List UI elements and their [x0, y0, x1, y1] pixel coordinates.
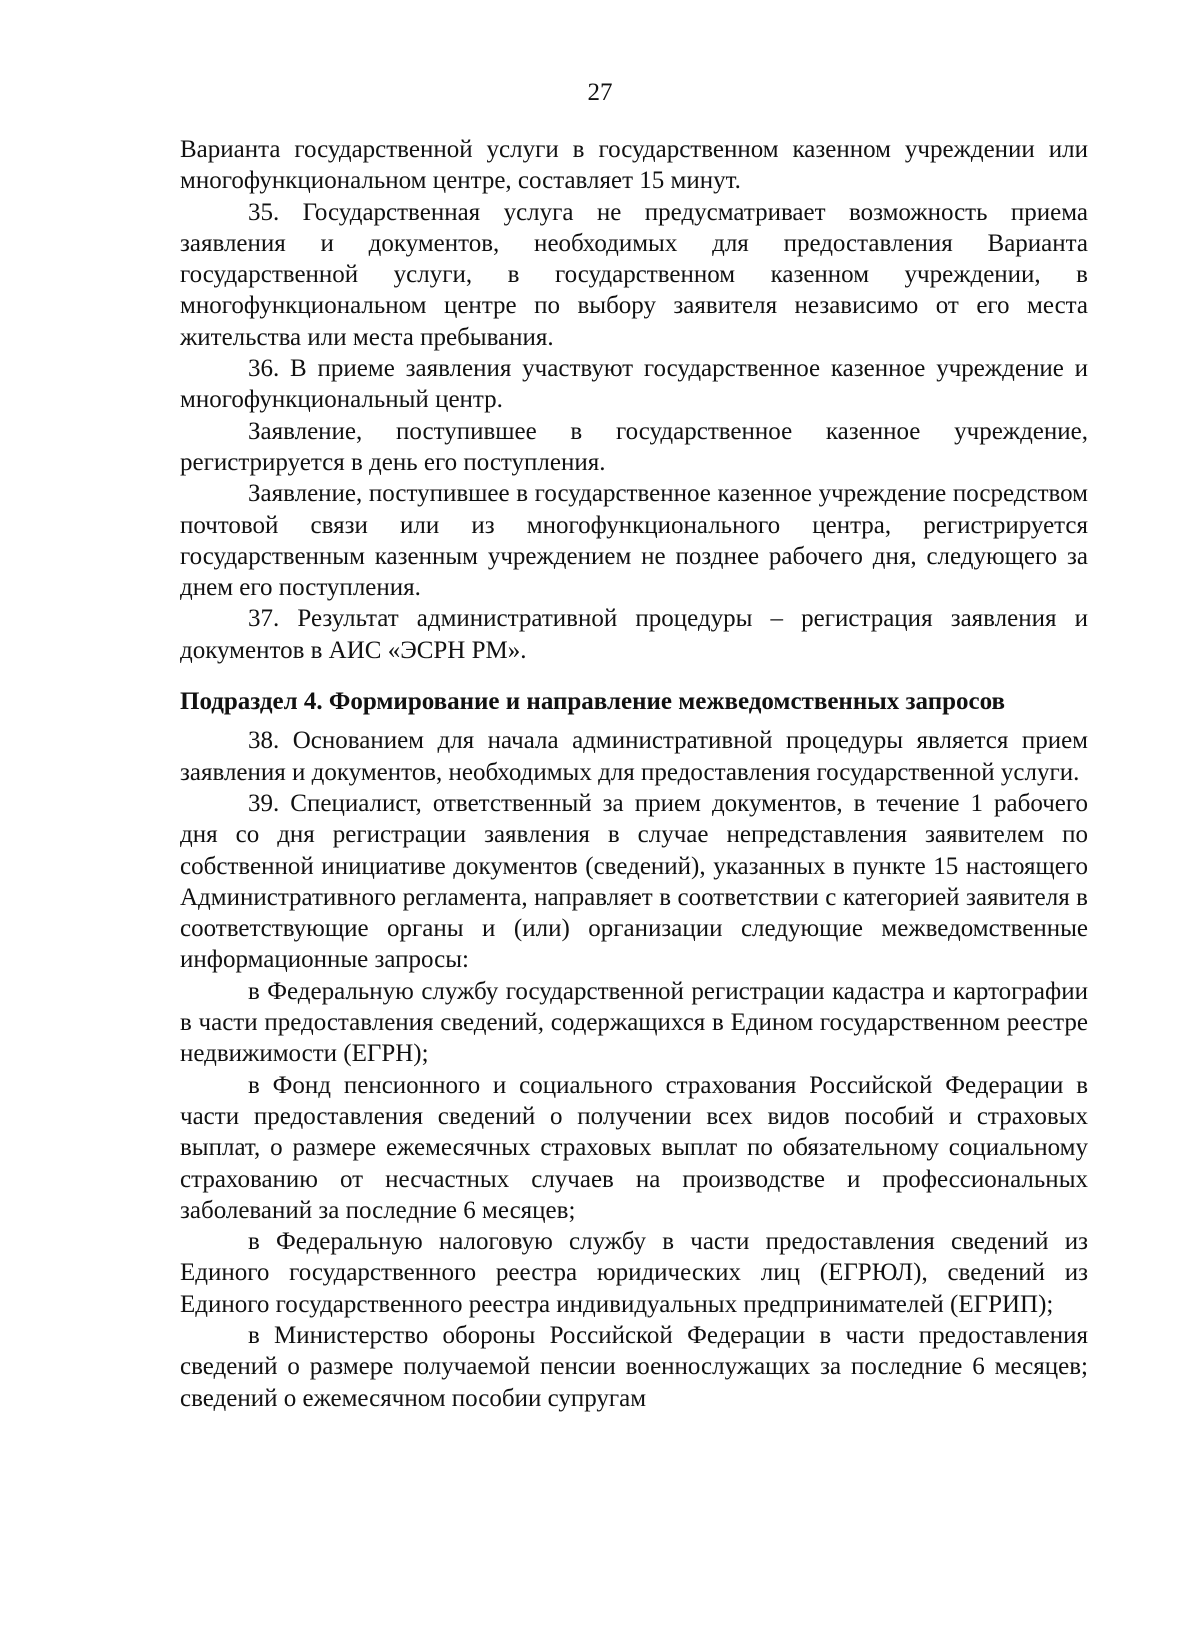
- subsection-heading: Подраздел 4. Формирование и направление межведомственных запросов: [180, 688, 1006, 716]
- list-item-defense-ministry: в Министерство обороны Российской Федерации в части предоставления сведений о размере получаемой пенсии военнослужащих за последние 6 месяцев; сведений о ежемесячном пособии супругам: [180, 1321, 1088, 1412]
- page-number: 27: [587, 79, 613, 106]
- list-item-rosreestr: в Федеральную службу государственной регистрации кадастра и картографии в части предоставления сведений, содержащихся в Едином государственном реестре недвижимости (ЕГРН);: [180, 977, 1088, 1068]
- list-item-social-fund: в Фонд пенсионного и социального страхования Российской Федерации в части предоставления сведений о получении всех видов пособий и страховых выплат, о размере ежемесячных страховых выплат по обязательному социальному страхованию от несчастных случаев на производстве и профессиональных заболеваний за последние 6 месяцев;: [180, 1071, 1088, 1224]
- document-body: [180, 134, 1088, 1414]
- paragraph-35: 35. Государственная услуга не предусматривает возможность приема заявления и документов, необходимых для предоставления Варианта государственной услуги, в государственном казенном учреждении, в многофункциональном центре по выбору заявителя независимо от его места жительства или места пребывания.: [180, 198, 1088, 351]
- paragraph-application-registration: Заявление, поступившее в государственное казенное учреждение, регистрируется в день его поступления.: [180, 417, 1088, 476]
- paragraph-continuation: Варианта государственной услуги в государственном казенном учреждении или многофункциональном центре, составляет 15 минут.: [180, 136, 1088, 195]
- paragraph-36: 36. В приеме заявления участвуют государственное казенное учреждение и многофункциональный центр.: [180, 355, 1088, 414]
- paragraph-38: 38. Основанием для начала административной процедуры является прием заявления и документов, необходимых для предоставления государственной услуги.: [180, 727, 1088, 786]
- paragraph-37: 37. Результат административной процедуры – регистрация заявления и документов в АИС «ЭСРН РМ».: [180, 605, 1088, 664]
- list-item-tax-service: в Федеральную налоговую службу в части предоставления сведений из Единого государственного реестра юридических лиц (ЕГРЮЛ), сведений из Единого государственного реестра индивидуальных предпринимателей (ЕГРИП);: [180, 1228, 1088, 1318]
- paragraph-postal-registration: Заявление, поступившее в государственное казенное учреждение посредством почтовой связи или из многофункционального центра, регистрируется государственным казенным учреждением не позднее рабочего дня, следующего за днем его поступления.: [180, 480, 1088, 602]
- paragraph-39: 39. Специалист, ответственный за прием документов, в течение 1 рабочего дня со дня регистрации заявления в случае непредставления заявителем по собственной инициативе документов (сведений), указанных в пункте 15 настоящего Административного регламента, направляет в соответствии с категорией заявителя в соответствующие органы и (или) организации следующие межведомственные информационные запросы:: [180, 789, 1088, 974]
